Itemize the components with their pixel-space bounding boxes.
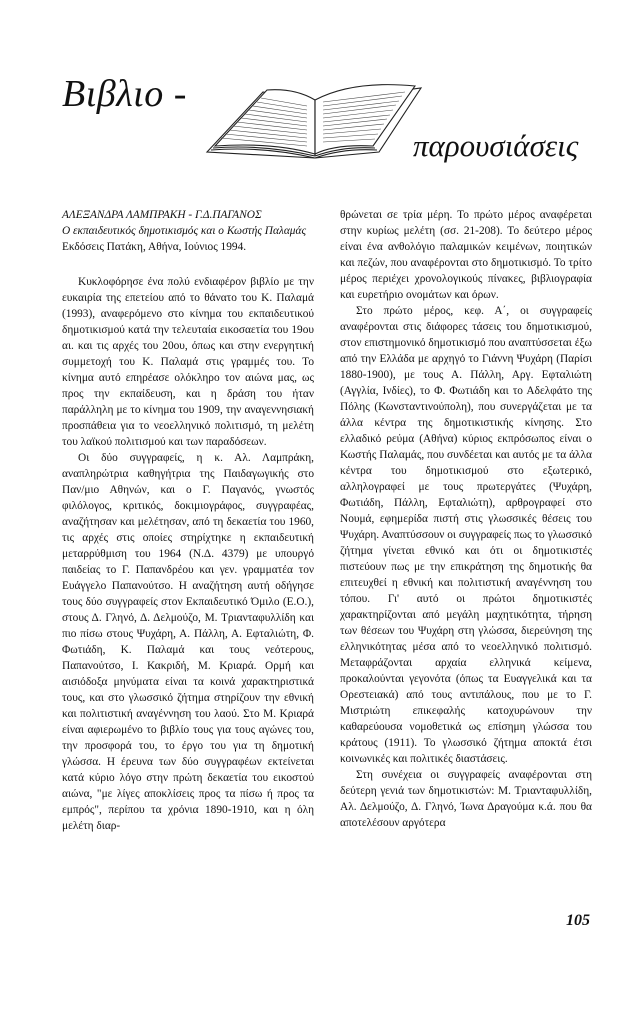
paragraph: Κυκλοφόρησε ένα πολύ ενδιαφέρον βιβλίο με την ευκαιρία της επετείου από το θάνατο του Κ. Παλαμά (1993), αναφερόμενο στο κίνημα του εκπαιδευτικού δημοτικισμού κατά την τελευταία εικοσαετία του 19ου αι. και τις αρχές του 20ου, όπως και στην ενεργητική συμμετοχή του Κ. Παλαμά στις γραμμές του. Το κίνημα αυτό επηρέασε ολόκληρο τον αιώνα μας, ως προς την εκπαίδευση, και η δράση του ήταν παράλληλη με το κίνημα του 1909, την αναγεννησιακή προσπάθεια για το νεοελληνικό πολιτισμό, τη μελέτη του λαϊκού πολιτισμού και των παραδόσεων. bbox=[62, 276, 314, 448]
book-title: Ο εκπαιδευτικός δημοτικισμός και ο Κωστής Παλαμάς bbox=[62, 225, 307, 237]
paragraph: Στο πρώτο μέρος, κεφ. Α΄, οι συγγραφείς αναφέρονται στις διάφορες τάσεις του δημοτικισμού, στον επιστημονικό δημοτικισμό που αναπτύσσεται έξω από την Ελλάδα με αρχηγό το Γιάννη Ψυχάρη (Παρίσι 1880-1900), με τους Α. Πάλλη, Αργ. Εφταλιώτη (Αγγλία, Ινδίες), το Φ. Φωτιάδη και το Αδελφάτο της Πόλης (Κωνσταντινούπολη), που συνεργάζεται με τα άλλα κέντρα της δημοτικιστικής κίνησης. Στο ελλαδικό ρεύμα (Αθήνα) κύριος εκπρόσωπος είναι ο Κωστής Παλαμάς, που συνδέεται και αυτός με τα άλλα κέντρα του δημοτικισμού στο εξωτερικό, αλληλογραφεί με τους πρωτεργάτες (Ψυχάρη, Φωτιάδη, Πάλλη, Εφταλιώτη), αρθρογραφεί στο Νουμά, εφημερίδα πιστή στις γλωσσικές θέσεις του Ψυχάρη. Αναπτύσσουν οι συγγραφείς πως το γλωσσικό ζήτημα γίνεται εθνικό και ότι οι δημοτικιστές πιστεύουν πως με την επικράτηση της δημοτικής θα επιτευχθεί η εθνική και πολιτιστική αναγέννηση του τόπου. Γι' αυτό οι πρώτοι δημοτικιστές χαρακτηρίζονται από μεγάλη μαχητικότητα, τήρηση των θέσεων του Ψυχάρη στη γλώσσα, διερεύνηση της ελληνικότητας μέσα από το νεοελληνικό πολιτισμό. Μεταφράζονται αρχαία ελληνικά κείμενα, προκαλούνται γεγονότα (όπως τα Ευαγγελικά και τα Ορεστειακά) από τους αντιπάλους, που με το Γ. Μιστριώτη επικεφαλής κατοχυρώνουν την καθαρεύουσα νομοθετικά ως επίσημη γλώσσα του κράτους (1911). Το γλωσσικό ζήτημα αποκτά έτσι κοινωνικές και πολιτικές διαστάσεις. bbox=[340, 305, 592, 765]
paragraph: θρώνεται σε τρία μέρη. Το πρώτο μέρος αναφέρεται στην κυρίως μελέτη (σσ. 21-208). Το δεύτερο μέρος είναι ένα ανθολόγιο παλαμικών κειμένων, ποιητικών και πεζών, που αναφέρονται στο δημοτικισμό. Το τρίτο μέρος περιέχει χρονολογικούς πίνακες, βιβλιογραφία και ευρετήριο ονομάτων και όρων. bbox=[340, 209, 592, 301]
section-title: Βιβλιο - bbox=[62, 73, 187, 115]
paragraph: Οι δύο συγγραφείς, η κ. Αλ. Λαμπράκη, αναπληρώτρια καθηγήτρια της Παιδαγωγικής στο Παν/μιο Αθηνών, και ο Γ. Παγανός, γνωστός φιλόλογος, κριτικός, δοκιμιογράφος, συγγραφέας, αναζήτησαν και μελέτησαν, από τη δεκαετία του 1960, τις αρχές στις οποίες στηρίχτηκε η εκπαιδευτική μεταρρύθμιση του 1964 (Ν.Δ. 4379) με υπουργό παιδείας το Γ. Παπανδρέου και γεν. γραμματέα τον Ευάγγελο Παπανούτσο. Η αναζήτηση αυτή οδήγησε τους δύο συγγραφείς στον Εκπαιδευτικό Όμιλο (Ε.Ο.), στους Δ. Γληνό, Δ. Δελμούζο, Μ. Τριανταφυλλίδη και πιο πίσω στους Ψυχάρη, Α. Πάλλη, Α. Εφταλιώτη, Φ. Φωτιάδη, Κ. Παλαμά και τους νεότερους, Παπανούτσο, Ι. Κακριδή, Μ. Κριαρά. Ορμή και αισιόδοξα μηνύματα είναι τα κοινά χαρακτηριστικά τους, και στο γλωσσικό ζήτημα στηρίζουν την εθνική και πολιτιστική αναγέννηση του λαού. Στο Μ. Κριαρά είναι αφιερωμένο το βιβλίο τους για τους αγώνες του, την προσφορά του, το έργο του για τη δημοτική γλώσσα. Η έρευνα των δύο συγγραφέων εκτείνεται κατά κύριο λόγο στην πρώτη δεκαετία του εικοστού αιώνα, "με λίγες αποκλίσεις προς τα πίσω ή προς τα εμπρός", περίπου τα χρόνια 1890-1910, και η όλη μελέτη διαρ- bbox=[62, 452, 314, 832]
section-subtitle: παρουσιάσεις bbox=[413, 128, 579, 163]
book-publisher: Εκδόσεις Πατάκη, Αθήνα, Ιούνιος 1994. bbox=[62, 241, 247, 253]
page-number: 105 bbox=[566, 912, 590, 929]
left-column bbox=[62, 207, 314, 834]
paragraph: Στη συνέχεια οι συγγραφείς αναφέρονται στη δεύτερη γενιά των δημοτικιστών: Μ. Τριανταφυλλίδη, Αλ. Δελμούζο, Δ. Γληνό, Ίωνα Δραγούμα κ.ά. που θα αποτελέσουν αργότερα bbox=[340, 769, 592, 829]
right-column bbox=[340, 207, 592, 831]
open-book-icon bbox=[203, 74, 425, 160]
book-metadata bbox=[62, 207, 314, 255]
book-authors: ΑΛΕΞΑΝΔΡΑ ΛΑΜΠΡΑΚΗ - Γ.Δ.ΠΑΓΑΝΟΣ bbox=[62, 209, 262, 221]
